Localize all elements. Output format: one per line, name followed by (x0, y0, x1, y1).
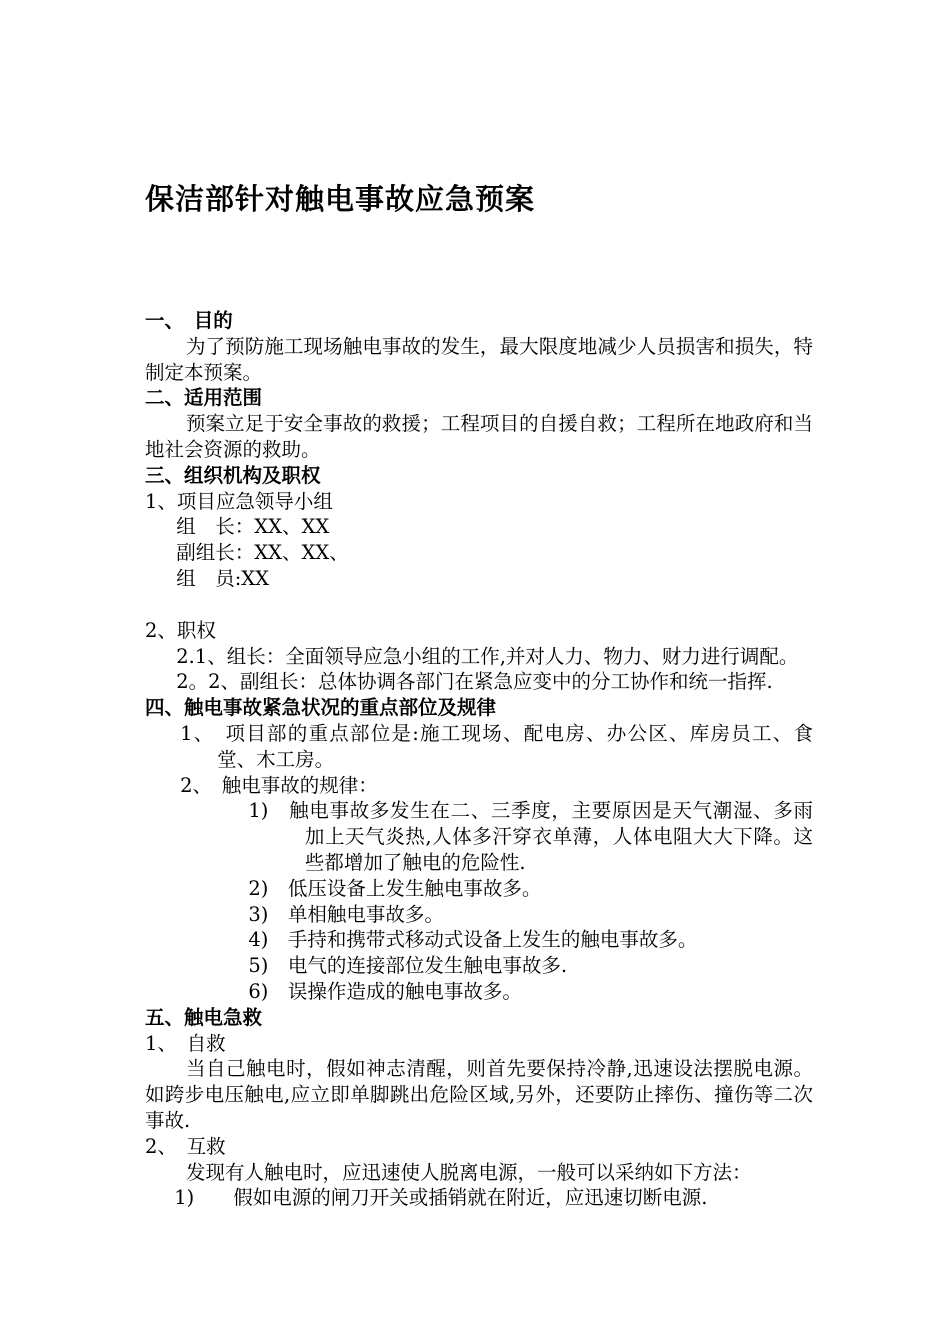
document-body (145, 308, 813, 1211)
section-heading: 五、触电急救 (145, 1005, 263, 1029)
list-item: 1) 假如电源的闸刀开关或插销就在附近，应迅速切断电源. (174, 1186, 708, 1210)
paragraph: 当自己触电时，假如神志清醒，则首先要保持冷静,迅速设法摆脱电源。如跨步电压触电,应立即单脚跳出危险区域,另外，还要防止摔伤、撞伤等二次事故. (145, 1057, 813, 1132)
roster-line: 组 长：XX、XX (176, 515, 330, 539)
paragraph: 2、 互救 (145, 1134, 226, 1158)
section-heading: 一、 目的 (145, 309, 233, 332)
document-content (145, 0, 813, 1211)
section-heading: 四、触电事故紧急状况的重点部位及规律 (145, 696, 497, 720)
sub-list-item: 3) 单相触电事故多。 (248, 902, 444, 926)
paragraph: 预案立足于安全事故的救援；工程项目的自援自救；工程所在地政府和当地社会资源的救助。 (145, 412, 813, 461)
clause-paragraph: 2.1、组长：全面领导应急小组的工作,并对人力、物力、财力进行调配。 (176, 644, 799, 668)
sub-list-item: 1) 触电事故多发生在二、三季度，主要原因是天气潮湿、多雨加上天气炎热,人体多汗穿衣单薄，人体电阻大大下降。这些都增加了触电的危险性. (248, 799, 813, 874)
clause-paragraph: 2。2、副组长：总体协调各部门在紧急应变中的分工协作和统一指挥. (176, 670, 773, 694)
paragraph: 2、职权 (145, 618, 216, 642)
paragraph: 1、项目应急领导小组 (145, 489, 333, 513)
roster-line: 副组长：XX、XX、 (176, 541, 349, 565)
paragraph: 为了预防施工现场触电事故的发生，最大限度地减少人员损害和损失，特制定本预案。 (145, 334, 813, 384)
roster-line: 组 员:XX (176, 566, 270, 590)
list-item: 2、 触电事故的规律： (180, 773, 378, 797)
section-heading: 三、组织机构及职权 (145, 463, 321, 487)
section-heading: 二、适用范围 (145, 386, 263, 410)
list-item: 1、 项目部的重点部位是:施工现场、配电房、办公区、库房员工、食堂、木工房。 (180, 721, 813, 771)
sub-list-item: 6) 误操作造成的触电事故多。 (248, 979, 522, 1003)
paragraph: 1、 自救 (145, 1031, 226, 1055)
paragraph: 发现有人触电时，应迅速使人脱离电源，一般可以采纳如下方法： (185, 1160, 752, 1184)
sub-list-item: 5) 电气的连接部位发生触电事故多. (248, 954, 568, 978)
spacer (145, 592, 813, 618)
document-title: 保洁部针对触电事故应急预案 (145, 182, 536, 216)
sub-list-item: 2) 低压设备上发生触电事故多。 (248, 876, 542, 900)
sub-list-item: 4) 手持和携带式移动式设备上发生的触电事故多。 (248, 928, 698, 952)
